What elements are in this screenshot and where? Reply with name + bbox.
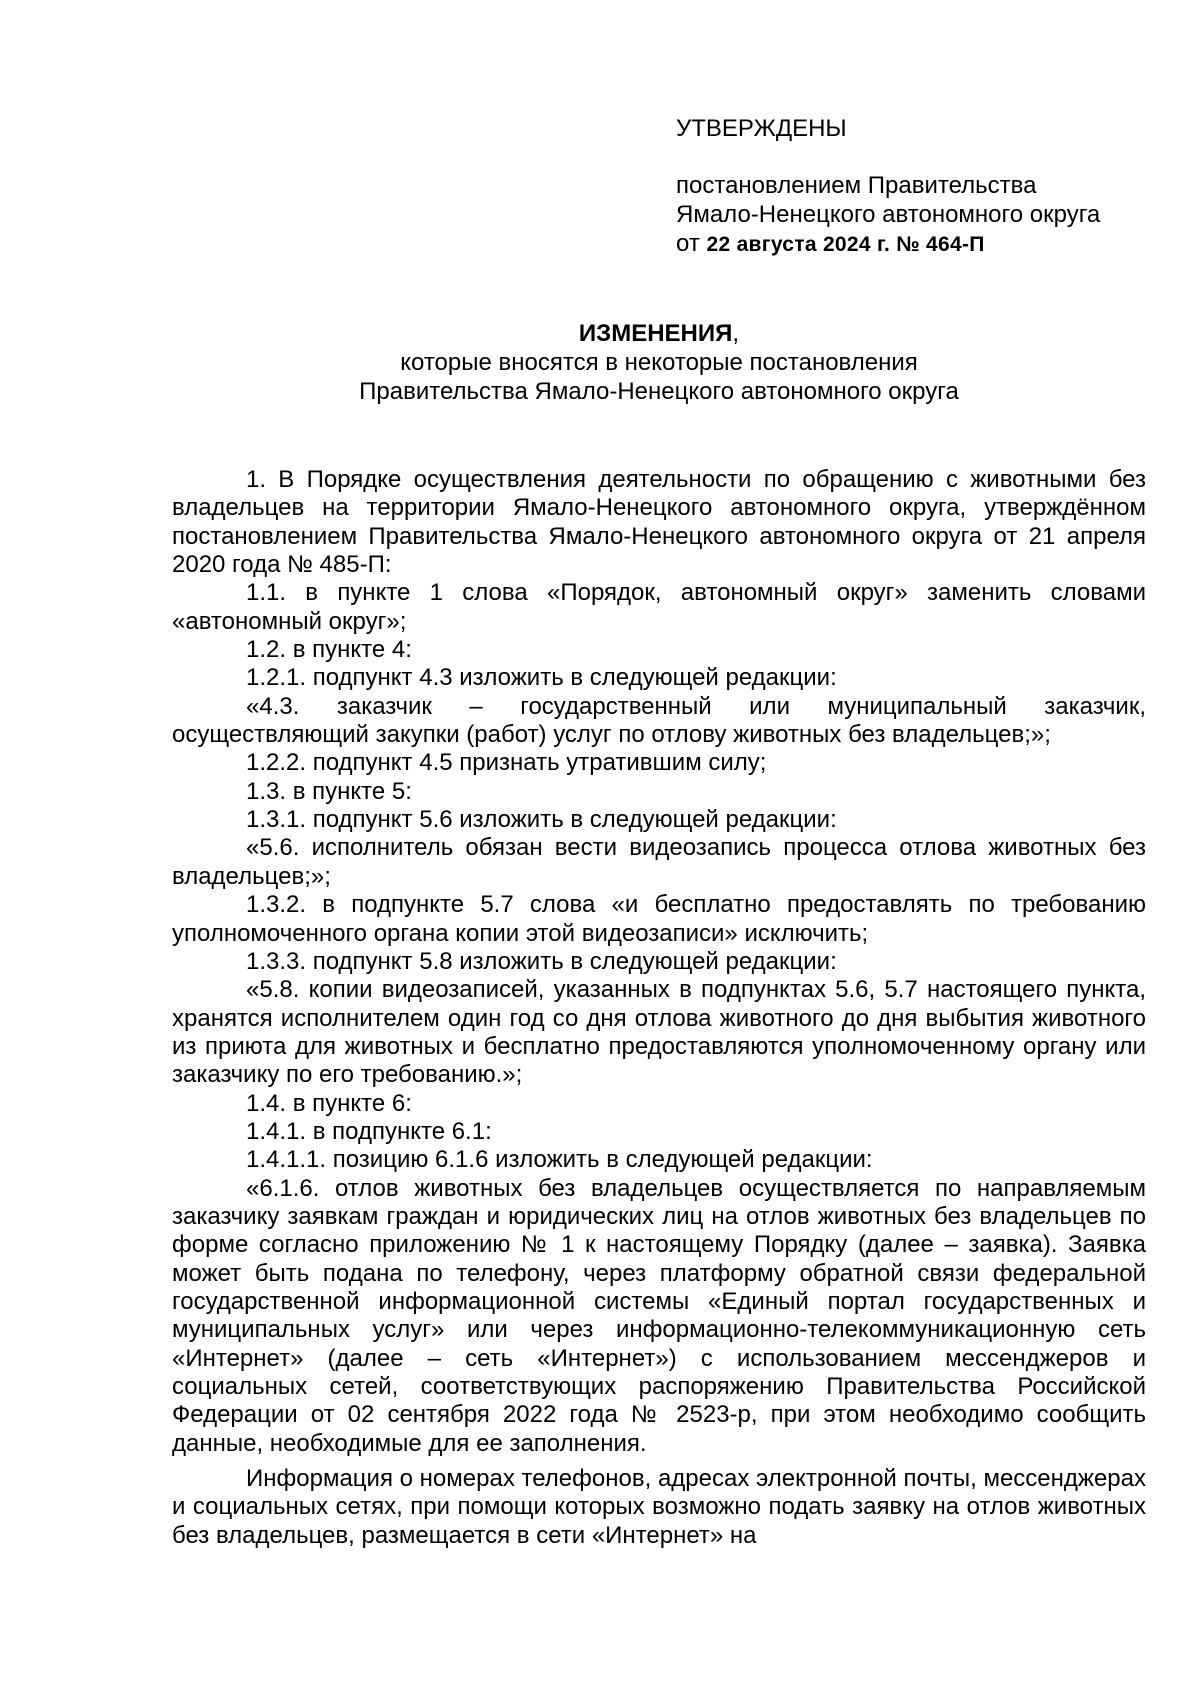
approval-stamp-block (676, 114, 1156, 259)
paragraph-1-2: 1.2. в пункте 4: (246, 636, 412, 664)
paragraph-1-2-1: 1.2.1. подпункт 4.3 изложить в следующей редакции: (246, 664, 837, 692)
paragraph-1-4-1-1: 1.4.1.1. позицию 6.1.6 изложить в следующей редакции: (246, 1146, 873, 1174)
document-title-line (172, 319, 1146, 348)
paragraph-quote-6-1-6: «6.1.6. отлов животных без владельцев осуществляется по направляемым заказчику заявкам граждан и юридических лиц на отлов животных без владельцев по форме согласно приложению № 1 к настоящему Порядку (далее – заявка). Заявка может быть подана по телефону, через платформу обратной связи федеральной государственной информационной системы «Единый портал государственных и муниципальных услуг» или через информационно-телекоммуникационную сеть «Интернет» (далее – сеть «Интернет») с использованием мессенджеров и социальных сетей, соответствующих распоряжению Правительства Российской Федерации от 02 сентября 2022 года № 2523-р, при этом необходимо сообщить данные, необходимые для ее заполнения. (172, 1174, 1146, 1457)
approval-heading: УТВЕРЖДЕНЫ (676, 115, 847, 142)
paragraph-1: 1. В Порядке осуществления деятельности по обращению с животными без владельцев на территории Ямало-Ненецкого автономного округа, утверждённом постановлением Правительства Ямало-Ненецкого автономного округа от 21 апреля 2020 года № 485-П: (172, 466, 1146, 579)
document-subtitle-2: Правительства Ямало-Ненецкого автономного округа (359, 378, 959, 405)
document-title: ИЗМЕНЕНИЯ (578, 320, 733, 347)
paragraph-1-1: 1.1. в пункте 1 слова «Порядок, автономный округ» заменить словами «автономный округ»; (172, 579, 1146, 635)
paragraph-quote-5-8: «5.8. копии видеозаписей, указанных в подпунктах 5.6, 5.7 настоящего пункта, хранятся исполнителем один год со дня отлова животного до дня выбытия животного из приюта для животных и бесплатно предоставляются уполномоченному органу или заказчику по его требованию.»; (172, 976, 1146, 1089)
paragraph-1-3-3: 1.3.3. подпункт 5.8 изложить в следующей редакции: (246, 947, 837, 975)
approval-date-line (676, 229, 1156, 259)
approval-line-1: постановлением Правительства (676, 172, 1037, 199)
paragraph-1-4-1: 1.4.1. в подпункте 6.1: (246, 1117, 492, 1145)
document-title-block (172, 319, 1146, 406)
paragraph-1-3: 1.3. в пункте 5: (246, 777, 412, 805)
document-body (172, 466, 1146, 1550)
paragraph-quote-4-3: «4.3. заказчик – государственный или муниципальный заказчик, осуществляющий закупки (работ) услуг по отлову животных без владельцев;»; (172, 692, 1146, 749)
paragraph-quote-5-6: «5.6. исполнитель обязан вести видеозапись процесса отлова животных без владельцев;»; (172, 834, 1146, 890)
approval-date-prefix: от (676, 230, 707, 257)
paragraph-1-2-2: 1.2.2. подпункт 4.5 признать утратившим силу; (246, 749, 767, 777)
approval-date-value: 22 августа 2024 г. № 464-П (706, 233, 985, 256)
approval-line-2: Ямало-Ненецкого автономного округа (676, 201, 1101, 228)
paragraph-1-4: 1.4. в пункте 6: (246, 1089, 412, 1117)
paragraph-information: Информация о номерах телефонов, адресах электронной почты, мессенджерах и социальных сетях, при помощи которых возможно подать заявку на отлов животных без владельцев, размещается в сети «Интернет» на (172, 1465, 1146, 1549)
document-title-suffix: , (732, 320, 740, 347)
paragraph-1-3-1: 1.3.1. подпункт 5.6 изложить в следующей редакции: (246, 806, 837, 834)
paragraph-1-3-2: 1.3.2. в подпункте 5.7 слова «и бесплатно предоставлять по требованию уполномоченного органа копии этой видеозаписи» исключить; (172, 891, 1146, 947)
document-subtitle-1: которые вносятся в некоторые постановления (400, 349, 918, 376)
